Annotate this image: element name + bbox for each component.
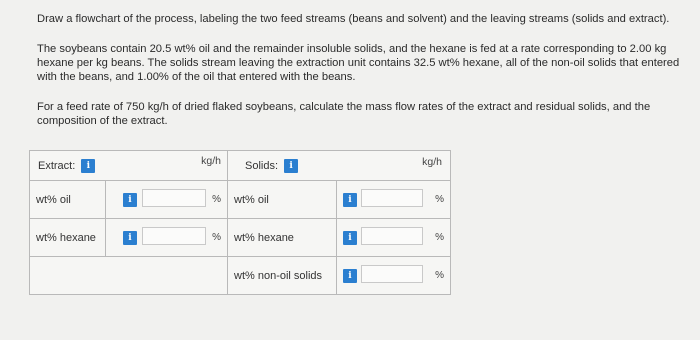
extract-label: Extract: <box>38 159 76 172</box>
percent-unit: % <box>435 270 444 281</box>
solids-label: Solids: <box>245 159 279 172</box>
percent-unit: % <box>435 232 444 243</box>
info-icon[interactable]: i <box>284 159 298 173</box>
problem-task: For a feed rate of 750 kg/h of dried flaked soybeans, calculate the mass flow rates of the extract and residual solids, and the composition of the extract. <box>37 101 651 127</box>
info-icon[interactable]: i <box>343 269 357 283</box>
extract-oil-label-cell <box>30 181 106 218</box>
solids-oil-input-cell <box>337 181 450 218</box>
flow-rate-row <box>30 151 450 181</box>
solids-hexane-input-cell <box>337 219 450 256</box>
solids-flow-unit: kg/h <box>422 156 442 168</box>
hexane-row <box>30 219 450 257</box>
extract-flow-cell <box>30 151 228 180</box>
info-icon[interactable]: i <box>81 159 95 173</box>
solids-hexane-label-cell <box>228 219 337 256</box>
answer-table <box>29 150 451 295</box>
info-icon[interactable]: i <box>343 193 357 207</box>
empty-cell <box>30 257 228 294</box>
info-icon[interactable]: i <box>123 231 137 245</box>
solids-nonoil-label: wt% non-oil solids <box>234 269 323 282</box>
percent-unit: % <box>212 232 221 243</box>
extract-flow-unit: kg/h <box>201 155 221 167</box>
extract-hexane-label-cell <box>30 219 106 256</box>
nonoil-solids-row <box>30 257 450 294</box>
solids-hexane-label: wt% hexane <box>234 231 294 244</box>
solids-nonoil-input[interactable] <box>361 265 423 283</box>
solids-hexane-input[interactable] <box>361 227 423 245</box>
problem-intro: Draw a flowchart of the process, labeling the two feed streams (beans and solvent) and the leaving streams (solids and extract). <box>37 13 670 25</box>
extract-hexane-input[interactable] <box>142 227 206 245</box>
extract-oil-input[interactable] <box>142 189 206 207</box>
extract-oil-label: wt% oil <box>36 193 71 206</box>
oil-row <box>30 181 450 219</box>
extract-hexane-label: wt% hexane <box>36 231 96 244</box>
info-icon[interactable]: i <box>343 231 357 245</box>
extract-hexane-input-cell <box>106 219 228 256</box>
percent-unit: % <box>435 194 444 205</box>
solids-nonoil-label-cell <box>228 257 337 294</box>
solids-nonoil-input-cell <box>337 257 450 294</box>
solids-oil-label-cell <box>228 181 337 218</box>
info-icon[interactable]: i <box>123 193 137 207</box>
extract-oil-input-cell <box>106 181 228 218</box>
percent-unit: % <box>212 194 221 205</box>
solids-oil-input[interactable] <box>361 189 423 207</box>
solids-flow-cell <box>228 151 450 180</box>
problem-details: The soybeans contain 20.5 wt% oil and the remainder insoluble solids, and the hexane is fed at a rate corresponding to 2.00 kg hexane per kg beans. The solids stream leaving the extraction unit contains 32.5 wt% hexane, all of the non-oil solids that entered with the beans, and 1.00% of the oil that entered with the beans. <box>37 43 680 83</box>
solids-oil-label: wt% oil <box>234 193 269 206</box>
